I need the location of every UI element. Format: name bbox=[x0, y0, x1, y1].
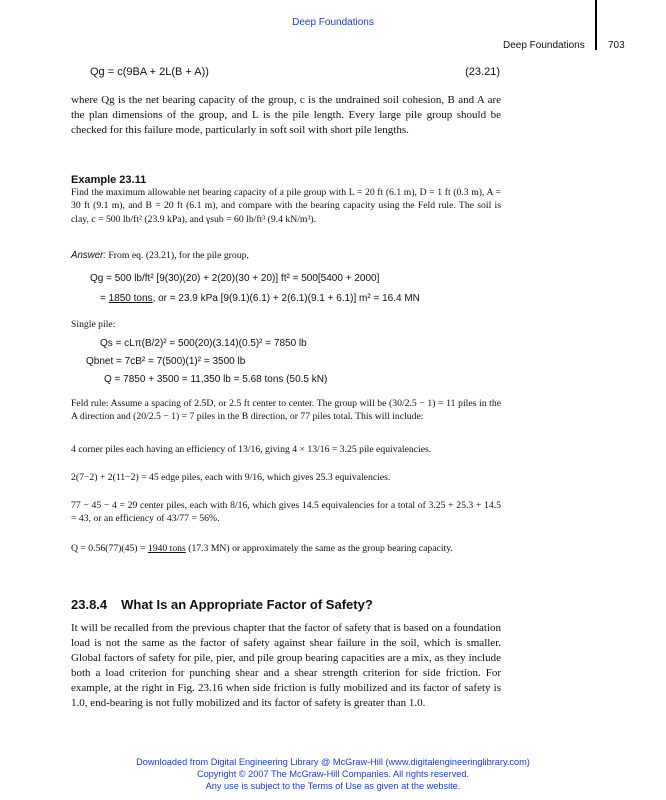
feld-rule-paragraph: Feld rule: Assume a spacing of 2.5D, or 2.5 ft center to center. The group will be (30/2.5 − 1) = 11 piles in the A direction and (20/2.5 − 1) = 7 piles in the B direction, or 77 piles total. This will include: bbox=[71, 398, 501, 423]
edge-piles-paragraph: 2(7−2) + 2(11−2) = 45 edge piles, each with 9/16, which gives 25.3 equivalencies. bbox=[71, 472, 391, 483]
result-underlined: 1940 tons bbox=[147, 543, 186, 554]
corner-piles-paragraph: 4 corner piles each having an efficiency of 13/16, giving 4 × 13/16 = 3.25 pile equivalencies. bbox=[71, 444, 432, 455]
intro-paragraph: where Qg is the net bearing capacity of the group, c is the undrained soil cohesion, B and A are the plan dimensions of the group, and L is the pile length. Every large pile group should be checked for this failure mode, particularly in soft soil with short pile lengths. bbox=[71, 94, 501, 136]
equation-number: (23.21) bbox=[465, 66, 500, 78]
footer-line-3: Any use is subject to the Terms of Use as given at the website. bbox=[205, 781, 461, 791]
equation-end-bearing: Qbnet = 7cB² = 7(500)(1)² = 3500 lb bbox=[86, 356, 246, 367]
footer bbox=[0, 756, 666, 792]
equation-side-friction: Qs = cLπ(B/2)² = 500(20)(3.14)(0.5)² = 7850 lb bbox=[100, 338, 307, 349]
footer-line-1[interactable]: Downloaded from Digital Engineering Library @ McGraw-Hill (www.digitalengineeringlibrary.com) bbox=[136, 757, 530, 767]
answer-label: Answer: bbox=[71, 250, 106, 261]
page-number: 703 bbox=[608, 40, 625, 51]
section-body: It will be recalled from the previous chapter that the factor of safety that is based on a foundation load is not the same as the factor of safety against shear failure in the soil, which is smaller. Global factors of safety for pile, pier, and pile group bearing capacities are a mix, as they include both a load criterion for punching shear and a shear strength criterion for side friction. For example, at the right in Fig. 23.16 when side friction is fully mobilized and its factor of safety is 1.0, end-bearing is not fully mobilized and its factor of safety is greater than 1.0. bbox=[71, 622, 501, 709]
result-rest: (17.3 MN) or approximately the same as the group bearing capacity. bbox=[185, 543, 453, 554]
example-heading: Example 23.11 bbox=[71, 174, 147, 186]
answer-text: From eq. (23.21), for the pile group, bbox=[106, 250, 249, 261]
section-heading bbox=[71, 597, 373, 612]
eq2-rest: , or = 23.9 kPa [9(9.1)(6.1) + 2(6.1)(9.1 + 6.1)] m² = 16.4 MN bbox=[152, 293, 420, 304]
answer-line bbox=[71, 249, 501, 262]
eq2-prefix: = bbox=[100, 293, 109, 304]
section-title: What Is an Appropriate Factor of Safety? bbox=[121, 597, 373, 612]
section-number: 23.8.4 bbox=[71, 597, 108, 612]
equation-23-21: Qg = c(9BA + 2L(B + A)) bbox=[90, 66, 209, 78]
top-header-title: Deep Foundations bbox=[292, 17, 374, 28]
header-rule bbox=[595, 0, 597, 50]
equation-single-pile-total: Q = 7850 + 3500 = 11,350 lb = 5.68 tons (50.5 kN) bbox=[104, 374, 328, 385]
example-statement: Find the maximum allowable net bearing capacity of a pile group with L = 20 ft (6.1 m), D = 1 ft (0.3 m), A = 30 ft (9.1 m), and B = 20 ft (6.1 m), and compare with the bearing capacity using the Feld rule. The soil is clay, c = 500 lb/ft² (23.9 kPa), and γsub = 60 lb/ft³ (9.4 kN/m³). bbox=[71, 187, 501, 225]
footer-line-2: Copyright © 2007 The McGraw-Hill Companies. All rights reserved. bbox=[196, 769, 470, 779]
equation-group-capacity: Qg = 500 lb/ft² [9(30)(20) + 2(20)(30 + 20)] ft² = 500[5400 + 2000] bbox=[90, 273, 380, 284]
result-prefix: Q = 0.56(77)(45) = bbox=[71, 543, 148, 554]
equation-group-result bbox=[100, 293, 420, 304]
result-paragraph bbox=[71, 542, 501, 555]
eq2-underlined: 1850 tons bbox=[108, 293, 153, 304]
single-pile-label: Single pile: bbox=[71, 319, 116, 330]
center-piles-paragraph: 77 − 45 − 4 = 29 center piles, each with 8/16, which gives 14.5 equivalencies for a total of 3.25 + 25.3 + 14.5 = 43, or an efficiency of 43/77 = 56%. bbox=[71, 500, 501, 525]
running-head: Deep Foundations bbox=[503, 40, 585, 51]
